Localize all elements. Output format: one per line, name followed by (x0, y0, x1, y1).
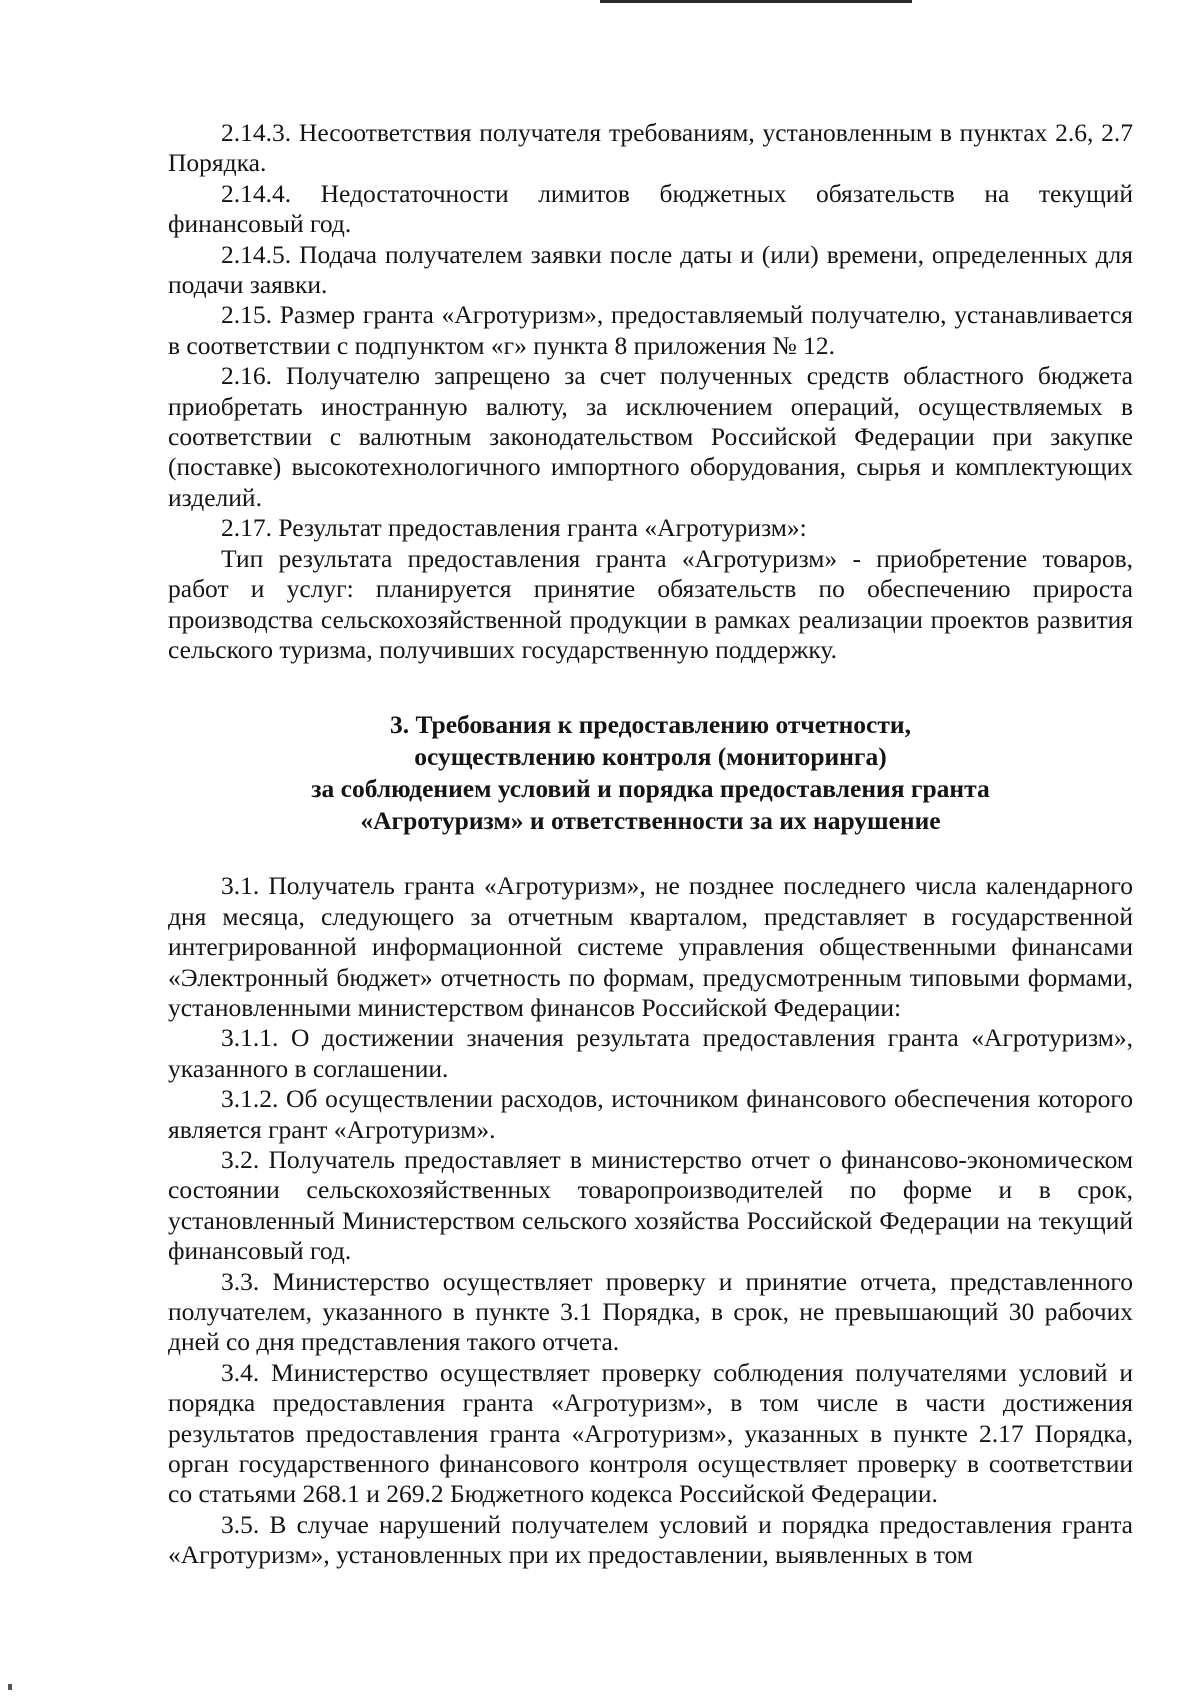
paragraph-2-17: 2.17. Результат предоставления гранта «Агротуризм»: (221, 513, 807, 543)
paragraph-3-1-2: 3.1.2. Об осуществлении расходов, источником финансового обеспечения которого является грант «Агротуризм». (168, 1084, 1133, 1144)
paragraph-3-4: 3.4. Министерство осуществляет проверку соблюдения получателями условий и порядка предоставления гранта «Агротуризм», в том числе в части достижения результатов предоставления гранта «Агротуризм», указанных в пункте 2.17 Порядка, орган государственного финансового контроля осуществляет проверку в соответствии со статьями 268.1 и 269.2 Бюджетного кодекса Российской Федерации. (168, 1357, 1133, 1509)
paragraph-3-1-1: 3.1.1. О достижении значения результата предоставления гранта «Агротуризм», указанного в соглашении. (168, 1023, 1133, 1083)
paragraph-2-14-5: 2.14.5. Подача получателем заявки после даты и (или) времени, определенных для подачи заявки. (168, 239, 1133, 300)
paragraph-2-14-4: 2.14.4. Недостаточности лимитов бюджетных обязательств на текущий финансовый год. (168, 178, 1133, 239)
section-3-heading-line: «Агротуризм» и ответственности за их нарушение (360, 806, 941, 836)
paragraph-2-16: 2.16. Получателю запрещено за счет полученных средств областного бюджета приобретать иностранную валюту, за исключением операций, осуществляемых в соответствии с валютным законодательством Российской Федерации при закупке (поставке) высокотехнологичного импортного оборудования, сырья и комплектующих изделий. (168, 361, 1133, 512)
top-edge-rule (600, 0, 912, 3)
paragraph-2-14-3: 2.14.3. Несоответствия получателя требованиям, установленным в пунктах 2.6, 2.7 Порядка. (168, 118, 1133, 178)
section-3-heading-line: за соблюдением условий и порядка предоставления гранта (311, 774, 990, 804)
paragraph-3-1: 3.1. Получатель гранта «Агротуризм», не позднее последнего числа календарного дня месяца, следующего за отчетным кварталом, представляет в государственной интегрированной информационной системе управления общественными финансами «Электронный бюджет» отчетность по формам, предусмотренным типовыми формами, установленными министерством финансов Российской Федерации: (168, 871, 1133, 1022)
section-3-heading-line: осуществлению контроля (мониторинга) (414, 742, 887, 772)
paragraph-2-15: 2.15. Размер гранта «Агротуризм», предоставляемый получателю, устанавливается в соответствии с подпунктом «г» пункта 8 приложения № 12. (168, 300, 1133, 360)
paragraph-3-3: 3.3. Министерство осуществляет проверку и принятие отчета, представленного получателем, указанного в пункте 3.1 Порядка, в срок, не превышающий 30 рабочих дней со дня представления такого отчета. (168, 1266, 1133, 1357)
paragraph-3-5: 3.5. В случае нарушений получателем условий и порядка предоставления гранта «Агротуризм», установленных при их предоставлении, выявленных в том (168, 1509, 1133, 1570)
section-3-heading-line: 3. Требования к предоставлению отчетности, (390, 710, 911, 740)
paragraph-3-2: 3.2. Получатель предоставляет в министерство отчет о финансово-экономическом состоянии сельскохозяйственных товаропроизводителей по форме и в срок, установленный Министерством сельского хозяйства Российской Федерации на текущий финансовый год. (168, 1144, 1133, 1266)
scan-artifact-mark (8, 1684, 12, 1690)
document-body (168, 118, 1133, 1571)
section-spacer (168, 837, 1133, 871)
paragraph-2-17-result-type: Тип результата предоставления гранта «Агротуризм» - приобретение товаров, работ и услуг: планируется принятие обязательств по обеспечению прироста производства сельскохозяйственной продукции в рамках реализации проектов развития сельского туризма, получивших государственную поддержку. (168, 543, 1133, 664)
section-3-heading (168, 709, 1133, 837)
